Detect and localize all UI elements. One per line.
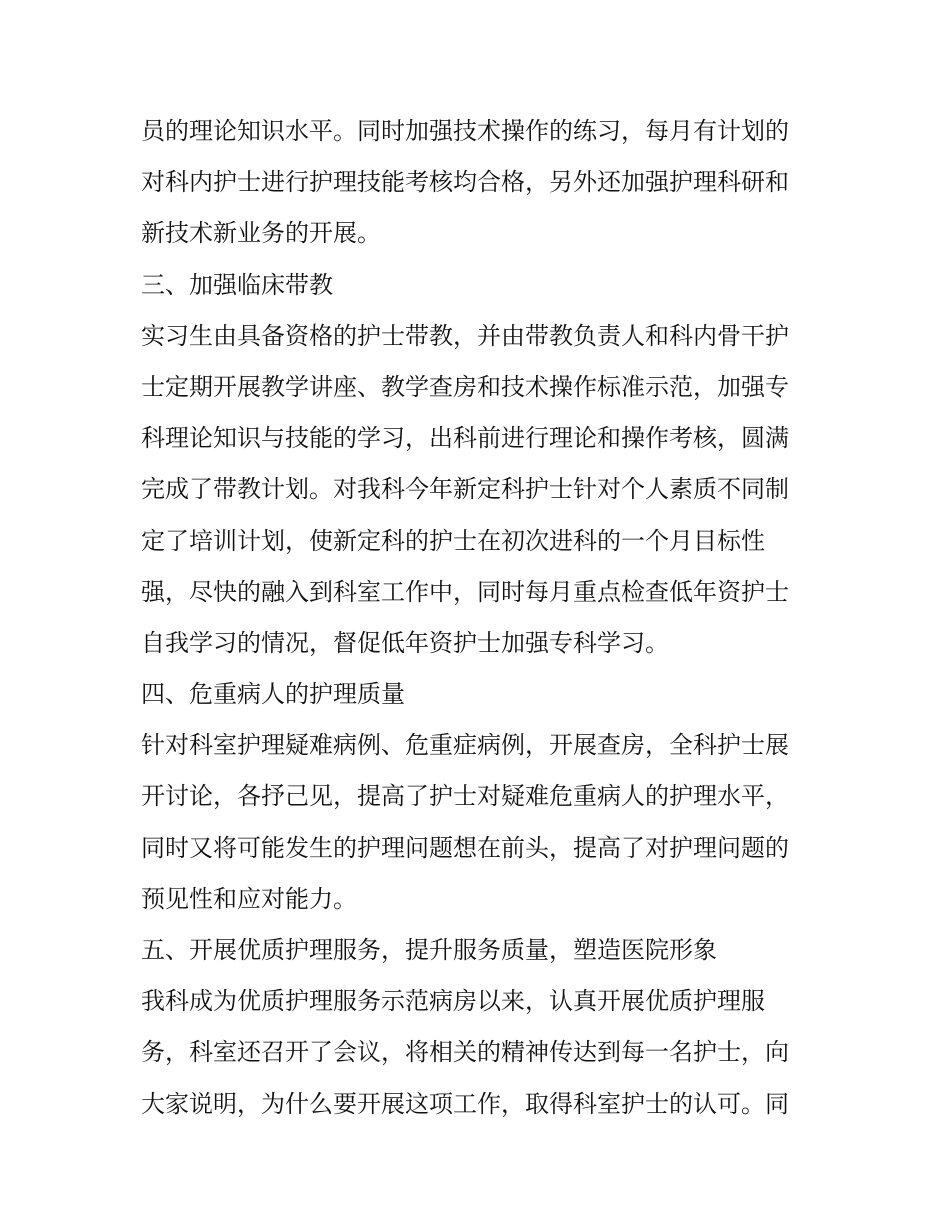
paragraph-line: 新技术新业务的开展。 [141,219,381,248]
section-heading: 四、危重病人的护理质量 [141,680,405,709]
paragraph-line: 完成了带教计划。对我科今年新定科护士针对个人素质不同制 [141,475,789,504]
paragraph-line: 大家说明，为什么要开展这项工作，取得科室护士的认可。同 [141,1089,789,1118]
paragraph-line: 同时又将可能发生的护理问题想在前头，提高了对护理问题的 [141,833,789,862]
section-heading: 五、开展优质护理服务，提升服务质量，塑造医院形象 [141,936,717,964]
paragraph-line: 士定期开展教学讲座、教学查房和技术操作标准示范，加强专 [141,372,789,401]
paragraph-line: 开讨论，各抒己见，提高了护士对疑难危重病人的护理水平， [141,782,789,811]
paragraph-line: 强，尽快的融入到科室工作中，同时每月重点检查低年资护士 [141,577,789,606]
paragraph-line: 预见性和应对能力。 [141,884,357,913]
paragraph-line: 实习生由具备资格的护士带教，并由带教负责人和科内骨干护 [141,321,789,350]
paragraph-line: 员的理论知识水平。同时加强技术操作的练习，每月有计划的 [141,117,789,145]
paragraph-line: 对科内护士进行护理技能考核均合格，另外还加强护理科研和 [141,168,789,197]
section-heading: 三、加强临床带教 [141,270,333,299]
paragraph-line: 针对科室护理疑难病例、危重症病例，开展查房，全科护士展 [141,731,789,760]
paragraph-line: 务，科室还召开了会议，将相关的精神传达到每一名护士，向 [141,1038,789,1067]
document-body [141,106,831,1130]
paragraph-line: 定了培训计划，使新定科的护士在初次进科的一个月目标性 [141,526,765,555]
paragraph-line: 我科成为优质护理服务示范病房以来，认真开展优质护理服 [141,987,765,1016]
paragraph-line: 自我学习的情况，督促低年资护士加强专科学习。 [141,628,669,657]
paragraph-line: 科理论知识与技能的学习，出科前进行理论和操作考核，圆满 [141,424,789,453]
